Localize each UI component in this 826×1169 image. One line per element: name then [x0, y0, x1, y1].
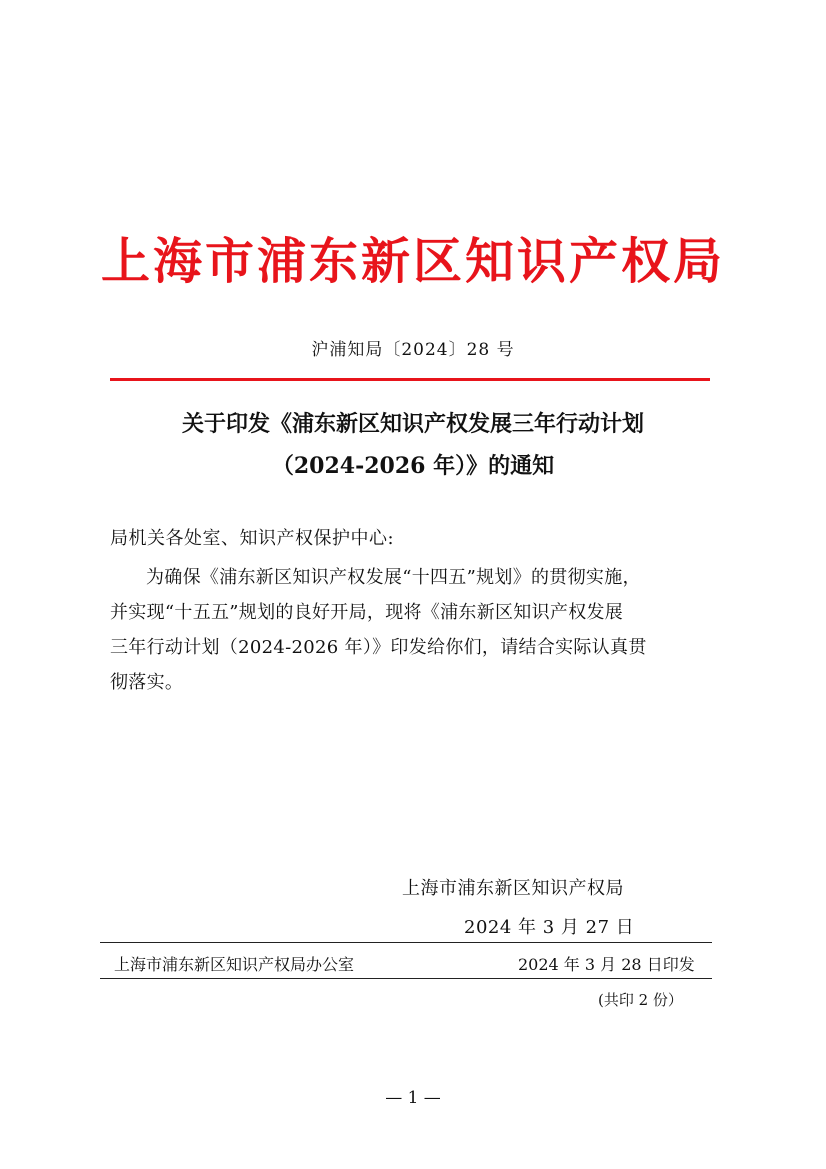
signature-organization: 上海市浦东新区知识产权局: [402, 878, 624, 899]
body-line-3: 三年行动计划（2024-2026 年）》印发给你们，请结合实际认真贯: [110, 637, 647, 658]
red-separator-rule: [110, 378, 710, 381]
body-line-4: 彻落实。: [110, 672, 184, 693]
page-number: — 1 —: [385, 1088, 441, 1108]
footer-top-rule: [100, 942, 712, 943]
print-date: 2024 年 3 月 28 日印发: [518, 955, 695, 974]
issuer-header: 上海市浦东新区知识产权局: [100, 233, 725, 290]
footer-bottom-rule: [100, 978, 712, 979]
salutation: 局机关各处室、知识产权保护中心:: [110, 528, 395, 549]
signature-date: 2024 年 3 月 27 日: [464, 917, 635, 938]
body-paragraph: [110, 560, 722, 700]
document-title: [0, 403, 826, 487]
issuing-office: 上海市浦东新区知识产权局办公室: [114, 955, 355, 974]
title-line-2: （2024-2026 年）》的通知: [271, 453, 555, 479]
title-line-1: 关于印发《浦东新区知识产权发展三年行动计划: [181, 411, 644, 437]
body-line-2: 并实现“十五五”规划的良好开局，现将《浦东新区知识产权发展: [110, 602, 624, 623]
document-number: 沪浦知局〔2024〕28 号: [311, 340, 515, 360]
body-line-1: 为确保《浦东新区知识产权发展“十四五”规划》的贯彻实施，: [146, 567, 641, 588]
copies-count: (共印 2 份）: [598, 991, 683, 1009]
